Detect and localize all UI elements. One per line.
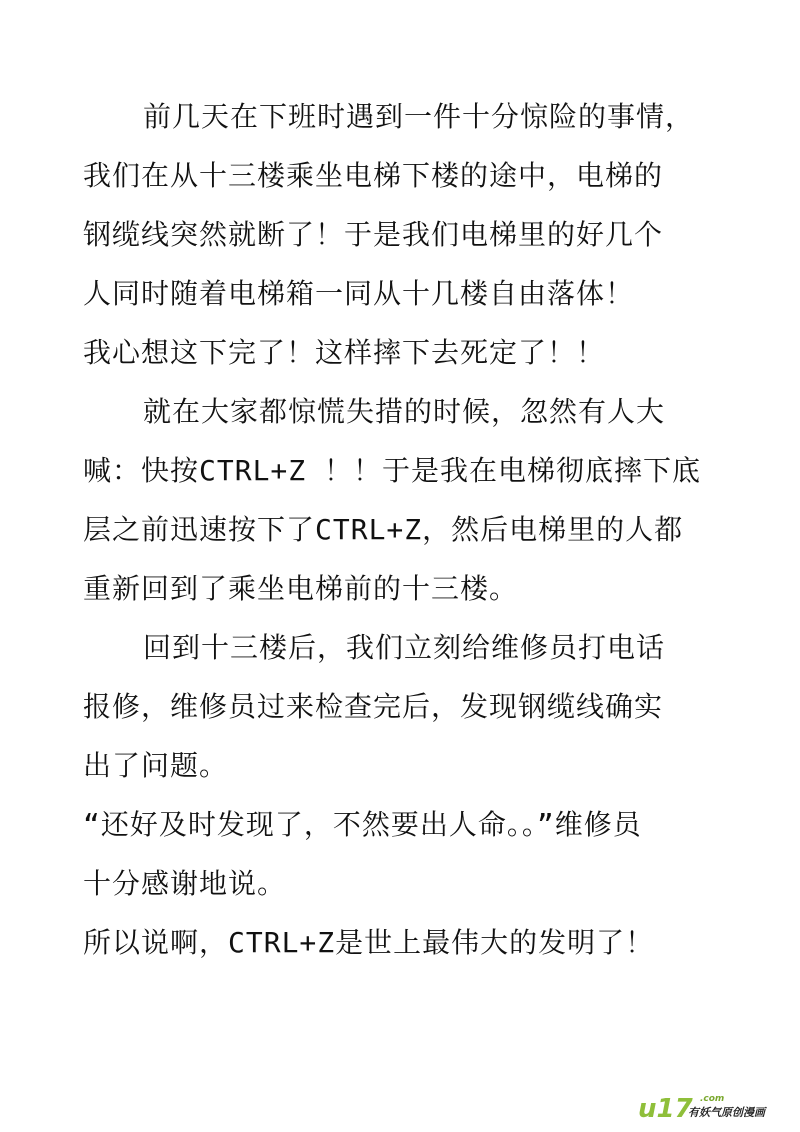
text-line-10: 回到十三楼后，我们立刻给维修员打电话 [143,631,666,664]
u17-watermark-logo [638,1094,788,1124]
text-line-9: 重新回到了乘坐电梯前的十三楼。 [83,572,519,605]
text-line-4: 人同时随着电梯箱一同从十几楼自由落体！ [83,277,635,310]
text-line-1: 前几天在下班时遇到一件十分惊险的事情， [143,100,695,133]
text-line-13: “还好及时发现了，不然要出人命。。”维修员 [83,808,642,841]
text-line-15: 所以说啊，CTRL+Z是世上最伟大的发明了！ [83,926,655,959]
text-line-11: 报修，维修员过来检查完后，发现钢缆线确实 [83,690,664,723]
text-line-12: 出了问题。 [83,749,229,782]
text-line-2: 我们在从十三楼乘坐电梯下楼的途中，电梯的 [83,159,664,192]
text-line-5: 我心想这下完了！这样摔下去死定了！！ [83,336,606,369]
text-line-3: 钢缆线突然就断了！于是我们电梯里的好几个 [83,218,664,251]
text-line-7: 喊：快按CTRL+Z ！！于是我在电梯彻底摔下底 [83,454,702,487]
text-line-14: 十分感谢地说。 [83,867,287,900]
text-line-8: 层之前迅速按下了CTRL+Z，然后电梯里的人都 [83,513,684,546]
watermark-slogan: 有妖气原创漫画 [688,1106,765,1119]
watermark-domain: .com [700,1094,725,1104]
text-line-6: 就在大家都惊慌失措的时候，忽然有人大 [143,395,666,428]
watermark-logo-text: u17 [638,1094,693,1124]
